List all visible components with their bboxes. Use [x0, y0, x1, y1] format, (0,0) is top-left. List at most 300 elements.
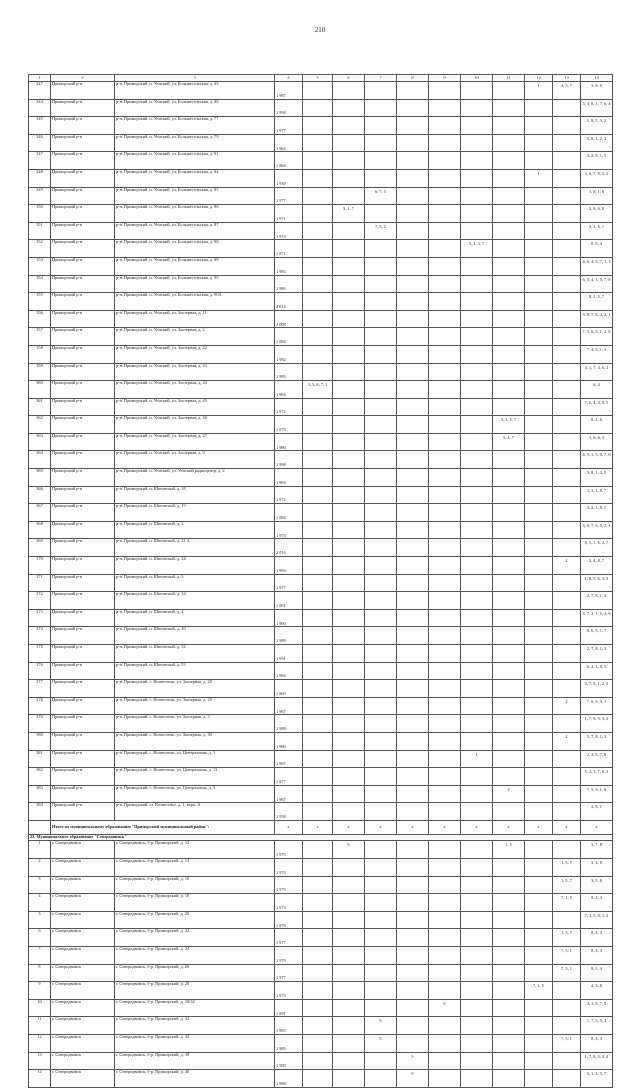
row-number-cell: 11: [29, 1017, 51, 1035]
table-cell: [365, 592, 397, 610]
table-cell: [333, 222, 365, 240]
total-value-cell: х: [275, 820, 303, 834]
row-number-cell: 353: [29, 257, 51, 275]
table-cell: [303, 521, 333, 539]
address-cell: р-н. Приморский, п. Уемский, ул. Большесельская, д. 87: [115, 222, 275, 240]
table-row: [29, 662, 613, 680]
table-cell: [493, 609, 525, 627]
table-cell: [493, 697, 525, 715]
table-cell: [397, 398, 429, 416]
table-cell: [461, 152, 493, 170]
address-cell: р-н. Приморский, п. Шиговский, д. 40: [115, 627, 275, 645]
table-cell: [493, 117, 525, 135]
address-cell: р-н. Приморский, п. Уемский, ул. Большесельская, д. 84: [115, 169, 275, 187]
table-row: [29, 982, 613, 1000]
table-cell: [365, 697, 397, 715]
address-cell: г. Северодвинск, б-р. Приморский, д. 30/34: [115, 999, 275, 1017]
year-cell: 1 982: [275, 345, 303, 363]
table-cell: [493, 469, 525, 487]
column-header: 12: [525, 75, 553, 82]
row-number-cell: 356: [29, 310, 51, 328]
table-cell: [397, 911, 429, 929]
table-cell: [333, 964, 365, 982]
year-cell: 1 972: [275, 398, 303, 416]
table-cell: 9: [365, 1017, 397, 1035]
table-cell: 7, 1, 5: [553, 894, 581, 912]
table-cell: [333, 240, 365, 258]
address-cell: р-н. Приморский, п. Шиговский, д. 2: [115, 521, 275, 539]
table-cell: [553, 469, 581, 487]
row-number-cell: 357: [29, 328, 51, 346]
table-cell: [461, 627, 493, 645]
table-row: [29, 732, 613, 750]
total-value-cell: х: [397, 820, 429, 834]
table-cell: [461, 697, 493, 715]
table-cell: [493, 451, 525, 469]
table-cell: [429, 929, 461, 947]
table-cell: [525, 257, 553, 275]
table-cell: [397, 257, 429, 275]
register-table: [28, 74, 613, 1088]
table-cell: [365, 117, 397, 135]
table-cell: [303, 785, 333, 803]
table-cell: [365, 310, 397, 328]
address-cell: г. Северодвинск, б-р. Приморский, д. 26: [115, 964, 275, 982]
year-cell: 1 967: [275, 750, 303, 768]
table-cell: 7, 5, 2: [365, 222, 397, 240]
table-row: [29, 134, 613, 152]
table-cell: [333, 521, 365, 539]
table-cell: [333, 999, 365, 1017]
address-cell: р-н. Приморский, п. Уемский, ул. Заозерная, д. 44: [115, 381, 275, 399]
district-cell: Приморский р-н: [51, 240, 115, 258]
table-cell: [303, 662, 333, 680]
table-cell: [553, 609, 581, 627]
table-cell: [429, 859, 461, 877]
table-cell: [365, 240, 397, 258]
table-cell: [303, 152, 333, 170]
row-number-cell: 345: [29, 117, 51, 135]
table-cell: 9: [365, 1034, 397, 1052]
table-cell: [429, 293, 461, 311]
table-cell: [397, 504, 429, 522]
table-cell: [525, 592, 553, 610]
table-cell: [525, 859, 553, 877]
table-row: [29, 433, 613, 451]
table-cell: [553, 592, 581, 610]
table-cell: [493, 1017, 525, 1035]
table-cell: [303, 982, 333, 1000]
table-cell: [525, 1052, 553, 1070]
district-cell: Приморский р-н: [51, 363, 115, 381]
table-cell: [553, 680, 581, 698]
table-cell: [365, 398, 397, 416]
table-row: [29, 785, 613, 803]
column-header: 14: [581, 75, 613, 82]
table-row: [29, 363, 613, 381]
table-cell: [493, 645, 525, 663]
year-cell: 1 991: [275, 999, 303, 1017]
table-cell: [397, 539, 429, 557]
sequence-cell: 6, 2, 1, 8, 5: [581, 662, 613, 680]
district-cell: Приморский р-н: [51, 117, 115, 135]
table-cell: [303, 557, 333, 575]
table-row: [29, 504, 613, 522]
table-cell: [461, 99, 493, 117]
table-cell: [397, 715, 429, 733]
row-number-cell: 381: [29, 750, 51, 768]
table-cell: [303, 82, 333, 100]
table-cell: [333, 117, 365, 135]
row-number-cell: 378: [29, 697, 51, 715]
total-value-cell: х: [525, 820, 553, 834]
table-cell: [303, 416, 333, 434]
table-cell: [429, 205, 461, 223]
sequence-cell: 8, 3, 4: [581, 964, 613, 982]
table-cell: [333, 609, 365, 627]
table-cell: [397, 275, 429, 293]
year-cell: 1 984: [275, 328, 303, 346]
table-cell: 5, 1, 7: [333, 205, 365, 223]
table-cell: [365, 645, 397, 663]
table-cell: [429, 609, 461, 627]
table-cell: [397, 929, 429, 947]
table-cell: [429, 486, 461, 504]
table-cell: [303, 469, 333, 487]
address-cell: р-н. Приморский, п. Шиговский, д. 53: [115, 662, 275, 680]
table-cell: [461, 398, 493, 416]
table-cell: [365, 416, 397, 434]
table-cell: 9: [333, 841, 365, 859]
sequence-cell: 5, 3, 8, 1, 7, 6, 4: [581, 99, 613, 117]
table-row: [29, 222, 613, 240]
table-cell: [333, 469, 365, 487]
table-cell: [461, 1017, 493, 1035]
table-row: [29, 911, 613, 929]
column-header: 5: [303, 75, 333, 82]
table-row: [29, 1052, 613, 1070]
address-cell: г. Северодвинск, б-р. Приморский, д. 22: [115, 929, 275, 947]
sequence-cell: 3, 2, 8, 1, 5: [581, 152, 613, 170]
district-cell: Приморский р-н: [51, 680, 115, 698]
district-cell: Приморский р-н: [51, 715, 115, 733]
table-row: [29, 257, 613, 275]
address-cell: р-н. Приморский, п. Уемский, ул. Заозерная, д. 11: [115, 310, 275, 328]
district-cell: Приморский р-н: [51, 662, 115, 680]
row-number-cell: 358: [29, 345, 51, 363]
table-cell: [303, 504, 333, 522]
table-row: [29, 999, 613, 1017]
row-number-cell: 371: [29, 574, 51, 592]
table-cell: [461, 1070, 493, 1088]
column-header: 6: [333, 75, 365, 82]
table-cell: [461, 929, 493, 947]
table-cell: [525, 398, 553, 416]
year-cell: 1 991: [275, 645, 303, 663]
table-cell: [525, 715, 553, 733]
table-cell: [429, 768, 461, 786]
table-cell: [493, 521, 525, 539]
table-cell: [461, 469, 493, 487]
table-cell: [333, 574, 365, 592]
column-header: 11: [493, 75, 525, 82]
table-cell: [553, 398, 581, 416]
address-cell: р-н. Приморский, п. Шиговский, д. 19: [115, 504, 275, 522]
table-cell: [303, 222, 333, 240]
table-cell: [461, 82, 493, 100]
table-cell: [461, 134, 493, 152]
table-cell: [365, 521, 397, 539]
table-cell: [461, 328, 493, 346]
year-cell: 1 988: [275, 1070, 303, 1088]
address-cell: р-н. Приморский, п. Шиговский, д. 18: [115, 486, 275, 504]
sequence-cell: 1, 7, 8, 5, 3, 2: [581, 715, 613, 733]
table-cell: [525, 1017, 553, 1035]
sequence-cell: 8, 4, 6: [581, 416, 613, 434]
district-cell: г. Северодвинск: [51, 841, 115, 859]
table-cell: [365, 841, 397, 859]
table-cell: [553, 293, 581, 311]
table-cell: [429, 363, 461, 381]
table-cell: [525, 486, 553, 504]
district-cell: г. Северодвинск: [51, 1070, 115, 1088]
table-cell: [525, 697, 553, 715]
table-cell: [461, 947, 493, 965]
table-cell: [333, 152, 365, 170]
row-number-cell: 14: [29, 1070, 51, 1088]
table-cell: 1, 5: [493, 841, 525, 859]
table-cell: [429, 680, 461, 698]
sequence-cell: 8, 6, 4: [581, 240, 613, 258]
table-cell: [365, 275, 397, 293]
table-cell: [493, 964, 525, 982]
table-cell: [553, 416, 581, 434]
table-cell: [365, 876, 397, 894]
table-cell: 2: [553, 732, 581, 750]
table-cell: [365, 750, 397, 768]
address-cell: р-н. Приморский, п. Уемский, ул. Большесельская, д. 46: [115, 99, 275, 117]
table-cell: [303, 680, 333, 698]
table-cell: [365, 363, 397, 381]
table-cell: [429, 911, 461, 929]
sequence-cell: 8, 6, 5, 1, 7: [581, 627, 613, 645]
district-cell: Приморский р-н: [51, 134, 115, 152]
table-cell: [303, 750, 333, 768]
sequence-cell: 8, 4, 3: [581, 1034, 613, 1052]
sequence-cell: 3, 8, 1, 2, 5: [581, 469, 613, 487]
address-cell: р-н. Приморский, п. Уемский, ул. Заозерная, д. 45: [115, 398, 275, 416]
address-cell: р-н. Приморский, п. Шиговский, д. 4: [115, 609, 275, 627]
table-cell: [553, 841, 581, 859]
table-cell: [303, 768, 333, 786]
table-cell: [333, 398, 365, 416]
table-row: [29, 240, 613, 258]
table-row: [29, 841, 613, 859]
row-number-cell: 1: [29, 841, 51, 859]
district-cell: Приморский р-н: [51, 469, 115, 487]
table-cell: [553, 1052, 581, 1070]
sequence-cell: 3, 8, 6, 8: [581, 205, 613, 223]
table-cell: [525, 680, 553, 698]
district-cell: Приморский р-н: [51, 205, 115, 223]
address-cell: р-н. Приморский, п. Уемский, ул. Большесельская, д. 81: [115, 152, 275, 170]
table-cell: [333, 645, 365, 663]
table-cell: [525, 876, 553, 894]
table-cell: [461, 205, 493, 223]
district-cell: г. Северодвинск: [51, 894, 115, 912]
district-cell: Приморский р-н: [51, 310, 115, 328]
address-cell: г. Северодвинск, б-р. Приморский, д. 12: [115, 841, 275, 859]
table-cell: [333, 750, 365, 768]
table-row: [29, 187, 613, 205]
table-cell: [461, 222, 493, 240]
year-cell: 1 993: [275, 557, 303, 575]
table-cell: [429, 1017, 461, 1035]
table-cell: [303, 1034, 333, 1052]
column-header: 2: [51, 75, 115, 82]
table-cell: [553, 627, 581, 645]
year-cell: 1 998: [275, 451, 303, 469]
row-number-cell: 4: [29, 894, 51, 912]
district-cell: Приморский р-н: [51, 275, 115, 293]
table-cell: [429, 662, 461, 680]
year-cell: 1 977: [275, 768, 303, 786]
sequence-cell: 3, 2, 1, 8, 5: [581, 504, 613, 522]
table-row: [29, 539, 613, 557]
table-cell: [303, 645, 333, 663]
column-header: 10: [461, 75, 493, 82]
sequence-cell: 2, 7, 8, 1, 3: [581, 645, 613, 663]
table-cell: [365, 486, 397, 504]
year-cell: 1 985: [275, 1017, 303, 1035]
table-cell: [493, 803, 525, 821]
table-cell: [397, 222, 429, 240]
table-cell: [429, 1034, 461, 1052]
table-cell: [397, 876, 429, 894]
table-row: [29, 416, 613, 434]
table-cell: [553, 999, 581, 1017]
table-cell: [461, 732, 493, 750]
row-number-cell: 9: [29, 982, 51, 1000]
table-cell: [493, 876, 525, 894]
address-cell: р-н. Приморский, п. Уемский, ул. Большесельская, д. 79: [115, 134, 275, 152]
address-cell: р-н. Приморский, с. Вознесенье, ул. Центральная, д. 3: [115, 785, 275, 803]
table-cell: [429, 557, 461, 575]
table-cell: [333, 82, 365, 100]
table-cell: [429, 1052, 461, 1070]
row-number-cell: 12: [29, 1034, 51, 1052]
table-cell: [429, 433, 461, 451]
table-cell: [525, 275, 553, 293]
table-cell: [493, 240, 525, 258]
table-cell: 2: [553, 557, 581, 575]
table-cell: [365, 82, 397, 100]
table-cell: [553, 645, 581, 663]
table-cell: [493, 592, 525, 610]
table-cell: [397, 697, 429, 715]
year-cell: 1 974: [275, 222, 303, 240]
address-cell: г. Северодвинск, б-р. Приморский, д. 34: [115, 1034, 275, 1052]
row-number-cell: 7: [29, 947, 51, 965]
table-cell: [525, 187, 553, 205]
table-cell: [397, 859, 429, 877]
row-number-cell: 347: [29, 152, 51, 170]
table-cell: [461, 416, 493, 434]
table-cell: [397, 574, 429, 592]
table-cell: [553, 363, 581, 381]
table-cell: [365, 469, 397, 487]
table-cell: [303, 803, 333, 821]
year-cell: 1 988: [275, 715, 303, 733]
table-row: [29, 715, 613, 733]
sequence-cell: 6, 4: [581, 381, 613, 399]
district-cell: Приморский р-н: [51, 645, 115, 663]
table-cell: [303, 841, 333, 859]
table-cell: [525, 947, 553, 965]
district-cell: Приморский р-н: [51, 293, 115, 311]
table-cell: [429, 803, 461, 821]
table-cell: [333, 982, 365, 1000]
sequence-cell: 1, 8, 5, 3, 2: [581, 117, 613, 135]
table-cell: [525, 521, 553, 539]
year-cell: 1 975: [275, 982, 303, 1000]
address-cell: р-н. Приморский, п. Уемский, ул. Заозерная, д. 43: [115, 363, 275, 381]
sequence-cell: 4, 3, 8: [581, 982, 613, 1000]
section-title: 22. Муниципальное образование "Северодвинск": [29, 834, 613, 841]
table-cell: [333, 592, 365, 610]
sequence-cell: 7, 5, 6, 3, 1, 2, 8: [581, 328, 613, 346]
table-cell: [397, 363, 429, 381]
table-cell: [429, 345, 461, 363]
table-cell: 4, 5, 7: [553, 82, 581, 100]
table-cell: [365, 99, 397, 117]
district-cell: Приморский р-н: [51, 504, 115, 522]
table-cell: [365, 134, 397, 152]
row-number-cell: 2: [29, 859, 51, 877]
sequence-cell: 6, 3, 4, 1, 5, 7, 8: [581, 275, 613, 293]
sequence-cell: 3, 6, 7, 8, 5, 2: [581, 169, 613, 187]
table-cell: [461, 486, 493, 504]
table-row: [29, 205, 613, 223]
table-cell: [525, 451, 553, 469]
table-cell: [365, 557, 397, 575]
row-number-cell: 347: [29, 82, 51, 100]
address-cell: г. Северодвинск, б-р. Приморский, д. 14: [115, 859, 275, 877]
table-cell: [493, 574, 525, 592]
table-cell: [365, 152, 397, 170]
table-cell: [461, 645, 493, 663]
table-cell: [303, 433, 333, 451]
table-cell: [461, 433, 493, 451]
address-cell: р-н. Приморский, п. Уемский, ул. Большесельская, д. 90: [115, 275, 275, 293]
district-cell: г. Северодвинск: [51, 859, 115, 877]
table-cell: [525, 539, 553, 557]
table-cell: [365, 785, 397, 803]
year-cell: 1 975: [275, 841, 303, 859]
table-cell: [525, 662, 553, 680]
table-cell: [525, 222, 553, 240]
table-cell: [553, 152, 581, 170]
table-cell: [493, 328, 525, 346]
table-cell: [429, 240, 461, 258]
table-cell: [397, 433, 429, 451]
table-row: [29, 99, 613, 117]
table-cell: [525, 363, 553, 381]
table-cell: [493, 205, 525, 223]
table-cell: 5, 4, 7: [493, 433, 525, 451]
table-cell: [429, 521, 461, 539]
table-cell: [303, 715, 333, 733]
